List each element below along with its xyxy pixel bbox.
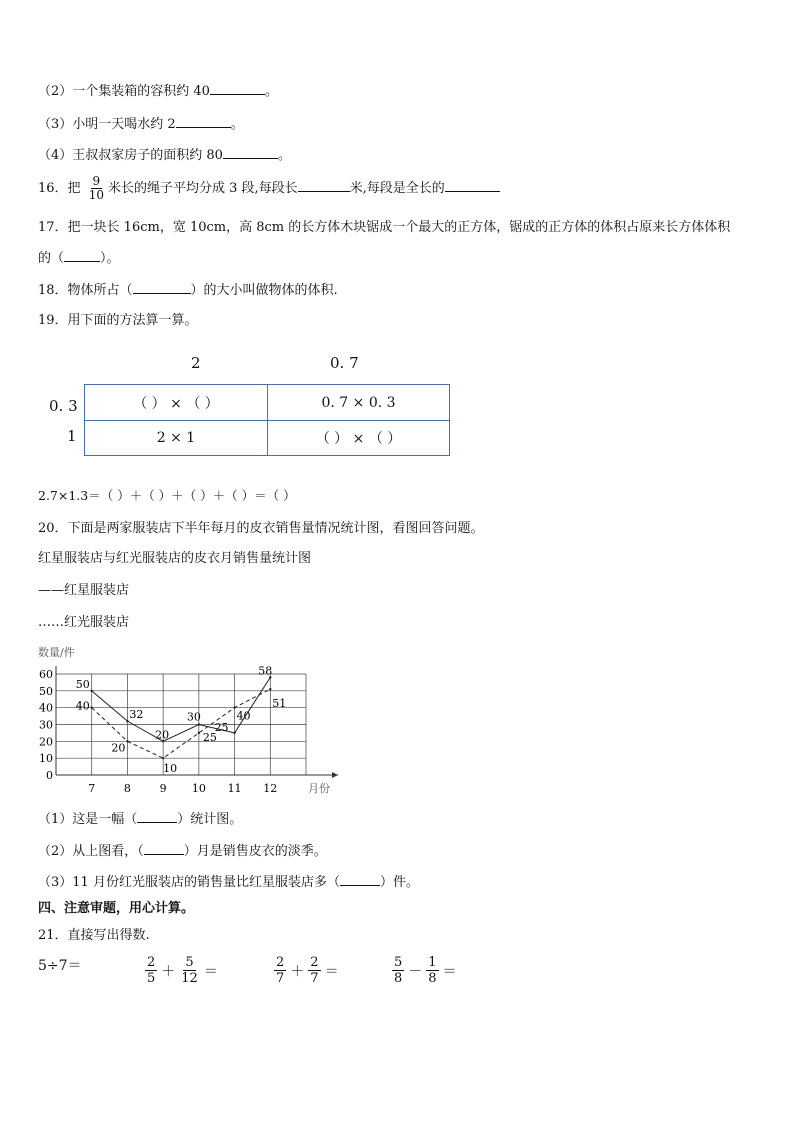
y-tick-label: 10 <box>39 752 53 766</box>
q19-equation[interactable]: 2.7×1.3＝（ ）＋（ ）＋（ ）＋（ ）＝（ ） <box>38 488 296 503</box>
data-point <box>126 720 128 722</box>
q15-item4: （4）王叔叔家房子的面积约 80 。 <box>38 148 291 163</box>
data-label: 25 <box>214 720 229 734</box>
data-point <box>269 688 271 690</box>
expr-4: $\frac{5}{8}$ － $\frac{1}{8}$ ＝ <box>394 955 457 986</box>
y-tick-label: 40 <box>39 701 53 715</box>
question-20-1: （1）这是一幅（ ）统计图。 <box>38 812 243 827</box>
line-chart <box>36 642 346 802</box>
data-point <box>91 690 93 692</box>
y-axis-label: 数量/件 <box>38 646 75 659</box>
question-20-3: （3）11 月份红光服装店的销售量比红星服装店多（ ）件。 <box>38 875 419 890</box>
column-header-2: 0. 7 <box>330 354 359 372</box>
data-label: 30 <box>186 710 201 724</box>
column-header-1: 2 <box>191 354 201 372</box>
data-label: 32 <box>129 708 144 722</box>
fraction: $\frac{9}{10}$ <box>88 174 104 202</box>
data-point <box>162 757 164 759</box>
question-21-title: 21．直接写出得数. <box>38 928 150 943</box>
y-tick-label: 50 <box>39 684 53 698</box>
y-tick-label: 0 <box>46 769 53 782</box>
x-axis-label: 月份 <box>308 782 330 795</box>
x-tick-label: 8 <box>123 782 131 795</box>
question-17-line1: 17．把一块长 16cm，宽 10cm，高 8cm 的长方体木块锯成一个最大的正方体，锯成的正方体的体积占原来长方体体积 <box>38 220 731 235</box>
x-tick-label: 12 <box>263 782 278 795</box>
q15-item3: （3）小明一天喝水约 2 。 <box>38 117 244 132</box>
x-tick-label: 9 <box>159 782 167 795</box>
expr-2: $\frac{2}{5}$ ＋ $\frac{5}{12}$ ＝ <box>147 955 218 986</box>
chart-title: 红星服装店与红光服装店的皮衣月销售量统计图 <box>38 551 312 566</box>
cell-blank-multiply[interactable]: （ ） × （ ） <box>315 431 402 447</box>
data-point <box>233 732 235 734</box>
multiplication-table <box>84 384 450 456</box>
answer-blank[interactable] <box>445 179 500 192</box>
answer-blank[interactable] <box>176 115 231 128</box>
question-20-2: （2）从上图看，（ ）月是销售皮衣的淡季。 <box>38 844 327 859</box>
cell-product: 2 × 1 <box>156 430 196 446</box>
data-label: 40 <box>75 699 90 713</box>
x-axis-arrow <box>332 772 338 778</box>
answer-blank[interactable] <box>223 146 278 159</box>
answer-blank[interactable] <box>298 179 350 192</box>
expr-1: 5÷7＝ <box>38 958 82 974</box>
answer-blank[interactable] <box>137 810 177 823</box>
y-tick-label: 20 <box>39 735 53 749</box>
answer-blank[interactable] <box>340 873 380 886</box>
data-point <box>198 723 200 725</box>
data-point <box>198 732 200 734</box>
y-tick-label: 60 <box>39 668 53 681</box>
cell-product: 0. 7 × 0. 3 <box>321 394 396 411</box>
question-19-title: 19．用下面的方法算一算。 <box>38 313 198 328</box>
data-label: 40 <box>236 709 251 723</box>
row-header-1: 0. 3 <box>49 397 78 415</box>
question-17-line2: 的（ ）。 <box>38 251 120 266</box>
x-tick-label: 7 <box>88 782 96 795</box>
x-tick-label: 10 <box>191 782 206 795</box>
answer-blank[interactable] <box>144 842 184 855</box>
answer-blank[interactable] <box>133 281 191 294</box>
data-label: 20 <box>111 741 126 755</box>
answer-blank[interactable] <box>210 82 265 95</box>
data-label: 10 <box>163 762 178 776</box>
row-header-2: 1 <box>67 427 77 445</box>
data-label: 51 <box>272 697 287 711</box>
q15-item2: （2）一个集装箱的容积约 40 。 <box>38 84 278 99</box>
cell-blank-multiply[interactable]: （ ） × （ ） <box>133 395 219 412</box>
legend-solid: ——红星服装店 <box>38 583 130 598</box>
data-point <box>91 706 93 708</box>
data-label: 58 <box>258 664 273 678</box>
question-18: 18．物体所占（ ）的大小叫做物体的体积. <box>38 283 338 298</box>
legend-dashed: ……红光服装店 <box>38 615 130 630</box>
data-label: 50 <box>75 677 90 691</box>
data-label: 25 <box>202 730 217 744</box>
question-16: 16．把 $\frac{9}{10}$ 米长的绳子平均分成 3 段,每段长 米,每段是全长的 <box>38 174 500 204</box>
question-20-title: 20．下面是两家服装店下半年每月的皮衣销售量情况统计图，看图回答问题。 <box>38 521 484 536</box>
answer-blank[interactable] <box>64 249 100 262</box>
data-point <box>233 706 235 708</box>
y-tick-label: 30 <box>39 718 53 732</box>
data-point <box>126 740 128 742</box>
section-4-heading: 四、注意审题，用心计算。 <box>38 901 195 916</box>
x-tick-label: 11 <box>227 782 242 795</box>
data-label: 20 <box>155 728 170 742</box>
expr-3: $\frac{2}{7}$ ＋ $\frac{2}{7}$ ＝ <box>276 955 339 986</box>
